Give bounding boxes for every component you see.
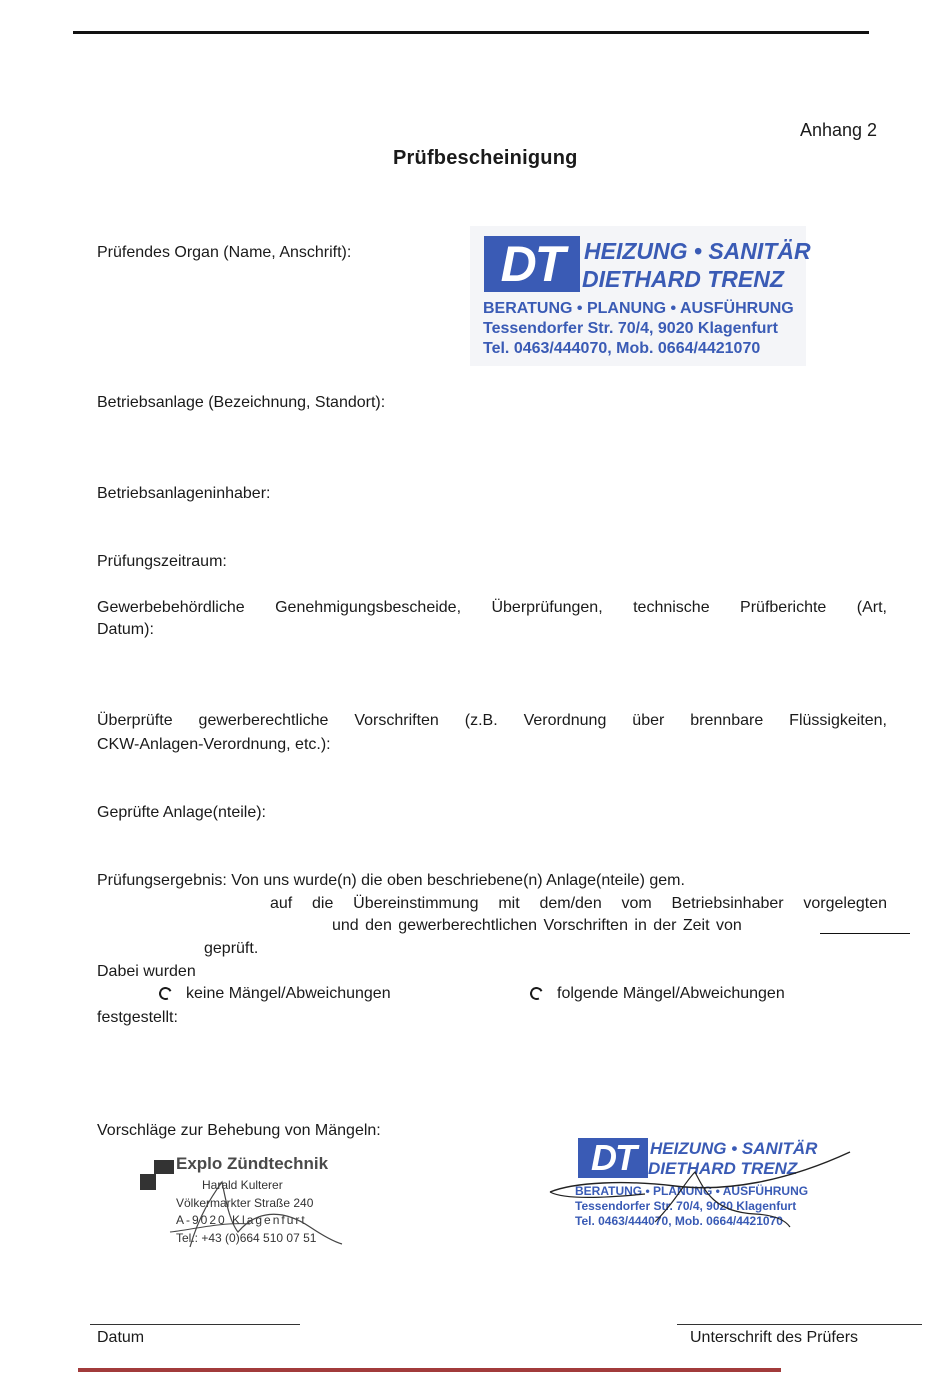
top-rule [73,31,869,34]
explo-street: Völkermarkter Straße 240 [176,1196,314,1210]
field-vorschriften-line2: CKW-Anlagen-Verordnung, etc.): [97,736,331,753]
result-line-5: Dabei wurden [97,963,196,980]
company-stamp-signed [570,1134,860,1230]
option-following-defects-label: folgende Mängel/Abweichungen [557,985,785,1002]
stamp-line-name: DIETHARD TRENZ [648,1159,798,1178]
field-inhaber: Betriebsanlageninhaber: [97,485,271,502]
explo-name: Harald Kulterer [202,1178,283,1192]
stamp-line-address: Tessendorfer Str. 70/4, 9020 Klagenfurt [483,320,778,337]
radio-icon[interactable] [528,985,545,1002]
suggestions-label: Vorschläge zur Behebung von Mängeln: [97,1122,381,1139]
stamp-line-address: Tessendorfer Str. 70/4, 9020 Klagenfurt [575,1199,797,1213]
trenz-signature-icon [545,1142,855,1232]
dt-logo: DT [578,1138,648,1178]
date-range-blank [820,933,910,934]
explo-brand: Explo Zündtechnik [176,1154,329,1173]
option-no-defects-label: keine Mängel/Abweichungen [186,985,391,1002]
date-line [90,1324,300,1325]
document-title: Prüfbescheinigung [393,147,578,169]
company-stamp [470,226,811,366]
stamp-line-services: BERATUNG • PLANUNG • AUSFÜHRUNG [483,300,794,317]
field-bescheide-line2: Datum): [97,621,154,638]
explo-signature-icon [160,1172,350,1252]
field-geprueft: Geprüfte Anlage(nteile): [97,804,266,821]
field-zeitraum: Prüfungszeitraum: [97,553,227,570]
stamp-line-phone: Tel. 0463/444070, Mob. 0664/4421070 [483,340,761,357]
appendix-label: Anhang 2 [800,120,878,140]
signature-label: Unterschrift des Prüfers [690,1329,859,1346]
field-vorschriften-line1: Überprüfte gewerberechtliche Vorschriften (z.B. Verordnung über brennbare Flüssigkeiten, [97,712,887,729]
option-no-defects[interactable] [159,983,391,1005]
result-line-3: und den gewerberechtlichen Vorschriften in der Zeit von [332,917,742,934]
explo-tel: Tel.: +43 (0)664 510 07 51 [176,1231,317,1245]
stamp-line-heizung: HEIZUNG • SANITÄR [584,238,811,264]
option-following-defects[interactable] [530,983,785,1005]
stamp-line-name: DIETHARD TRENZ [582,266,784,292]
stamp-line-heizung: HEIZUNG • SANITÄR [650,1139,818,1158]
bottom-rule [78,1368,781,1372]
result-line-1: Prüfungsergebnis: Von uns wurde(n) die oben beschriebene(n) Anlage(nteile) gem. [97,872,685,889]
explo-city: A-9020 Klagenfurt [176,1213,307,1227]
dt-logo: DT [484,236,580,292]
result-line-4: geprüft. [204,940,259,957]
field-organ: Prüfendes Organ (Name, Anschrift): [97,244,352,261]
signature-line [677,1324,922,1325]
date-label: Datum [97,1329,145,1346]
stamp-line-services: BERATUNG • PLANUNG • AUSFÜHRUNG [575,1184,809,1198]
result-line-6: festgestellt: [97,1009,178,1026]
stamp-line-phone: Tel. 0463/444070, Mob. 0664/4421070 [575,1214,783,1228]
radio-icon[interactable] [157,985,174,1002]
field-anlage: Betriebsanlage (Bezeichnung, Standort): [97,394,386,411]
result-line-2: auf die Übereinstimmung mit dem/den vom Betriebsinhaber vorgelegten [270,895,887,912]
field-bescheide-line1: Gewerbebehördliche Genehmigungsbescheide, Überprüfungen, technische Prüfberichte (Art, [97,599,887,616]
explo-stamp [140,1152,350,1252]
